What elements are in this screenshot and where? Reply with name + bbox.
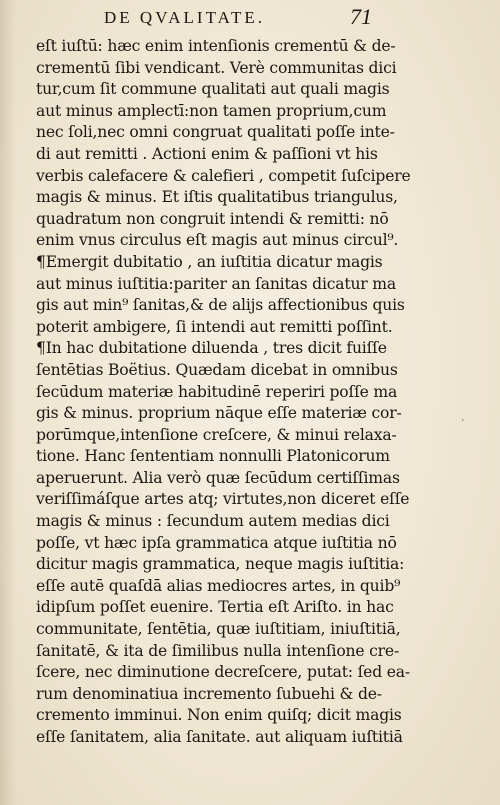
text-line: porūmque,intenſione creſcere, & minui relaxa‑ <box>36 425 397 444</box>
page-number: 71 <box>350 4 372 29</box>
text-line: nec ſoli,nec omni congruat qualitati poſſe inte‑ <box>36 123 395 142</box>
text-line: poſſe, vt hæc ipſa grammatica atque iuſtitia nō <box>36 533 397 552</box>
text-line: ¶In hac dubitatione diluenda , tres dicit fuiſſe <box>36 339 387 358</box>
gutter-shadow <box>0 0 16 805</box>
running-title: DE QVALITATE. <box>104 8 266 27</box>
text-line: eſſe ſanitatem, alia ſanitate. aut aliquam iuſtitiā <box>36 728 403 746</box>
text-line: eſſe autē quaſdā alias mediocres artes, in quib⁹ <box>36 576 401 595</box>
text-line: quadratum non congruit intendi & remitti: nō <box>36 209 389 228</box>
text-line: ¶Emergit dubitatio , an iuſtitia dicatur magis <box>36 252 383 271</box>
text-line: tur,cum ſit commune qualitati aut quali magis <box>36 80 390 99</box>
text-line: veriſſimáſque artes atq; virtutes,non diceret eſſe <box>36 490 410 509</box>
text-line: eſt iuſtū: hæc enim intenſionis crementū & de‑ <box>36 37 396 55</box>
text-line: poterit ambigere, ſi intendi aut remitti poſſint. <box>36 317 393 336</box>
text-line: magis & minus. Et iſtis qualitatibus triangulus, <box>36 188 398 207</box>
text-line: aut minus iuſtitia:pariter an ſanitas dicatur ma <box>36 274 396 293</box>
text-line: gis aut min⁹ ſanitas,& de alijs affectionibus quis <box>36 296 405 315</box>
text-line: ſentētias Boëtius. Quædam dicebat in omnibus <box>36 360 398 379</box>
text-line: aut minus amplectī:non tamen proprium,cum <box>36 101 387 120</box>
text-line: dicitur magis grammatica, neque magis iuſtitia: <box>36 555 405 574</box>
text-line: di aut remitti . Actioni enim & paſſioni vt his <box>36 144 378 163</box>
text-line: ſanitatē, & ita de ſimilibus nulla intenſione cre‑ <box>36 641 400 660</box>
text-line: tione. Hanc ſententiam nonnulli Platonicorum <box>36 447 390 466</box>
text-line: ſcere, nec diminutione decreſcere, putat: ſed ea‑ <box>36 663 410 682</box>
text-line: gis & minus. proprium nāque eſſe materiæ cor‑ <box>36 404 402 423</box>
text-line: communitate, ſentētia, quæ iuſtitiam, iniuſtitiā, <box>36 620 401 639</box>
text-line: rum denominatiua incremento ſubuehi & de‑ <box>36 684 382 703</box>
margin-mark: ' <box>462 418 464 429</box>
text-line: ſecūdum materiæ habitudinē reperiri poſſe ma <box>36 382 398 401</box>
text-line: idipſum poſſet euenire. Tertia eſt Ariſto. in hac <box>36 598 394 617</box>
text-line: magis & minus : ſecundum autem medias dici <box>36 512 390 531</box>
text-line: crementū ſibi vendicant. Verè communitas dici <box>36 58 397 77</box>
text-block <box>36 36 428 749</box>
text-line: cremento imminui. Non enim quiſq; dicit magis <box>36 706 402 725</box>
text-line: verbis calefacere & calefieri , competit ſuſcipere <box>36 166 411 185</box>
text-line: enim vnus circulus eſt magis aut minus circul⁹. <box>36 231 399 250</box>
running-head <box>0 4 500 34</box>
text-line: aperuerunt. Alia verò quæ ſecūdum certiſſimas <box>36 468 400 487</box>
